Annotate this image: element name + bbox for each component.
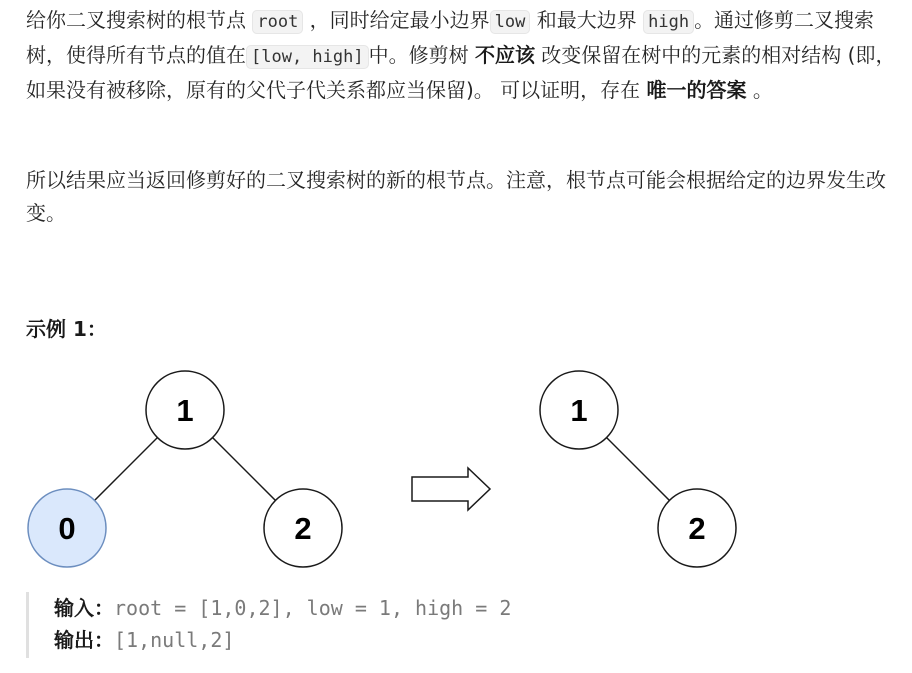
tree-node-before-left-trimmed	[28, 489, 106, 567]
code-low: low	[490, 10, 531, 34]
input-label: 输入：	[54, 596, 114, 620]
text: 给你二叉搜索树的根节点	[26, 8, 253, 32]
example-input-line	[54, 592, 626, 624]
right-arrow-icon	[412, 468, 490, 510]
input-value: root = [1,0,2], low = 1, high = 2	[114, 596, 512, 620]
bold-unique-answer: 唯一的答案	[646, 78, 747, 102]
tree-trim-figure	[0, 360, 912, 574]
tree-node-after-right	[658, 489, 736, 567]
node-label: 2	[294, 511, 312, 546]
example-output-line	[54, 624, 626, 656]
node-label: 0	[58, 511, 76, 546]
code-root: root	[252, 10, 303, 34]
output-label: 输出：	[54, 628, 114, 652]
tree-node-before-right	[264, 489, 342, 567]
text: ，同时给定最小边界	[303, 8, 490, 32]
description-paragraph-1	[26, 4, 896, 107]
output-value: [1,null,2]	[114, 628, 235, 652]
tree-node-after-root	[540, 371, 618, 449]
text: 和最大边界	[530, 8, 644, 32]
text: 。通过修剪二叉搜索树，使得所有节点的值在	[26, 8, 875, 67]
text: 改变保留在树中的元素的相对结构 (即，如果没有被移除，原有的父代子代关系都应当保留)。 可以证明，存在	[26, 43, 896, 102]
text: 中。修剪树	[368, 43, 475, 67]
code-high: high	[643, 10, 694, 34]
text: 。	[746, 78, 773, 102]
node-label: 1	[176, 393, 194, 428]
example-title: 示例 1：	[26, 317, 107, 341]
code-range: [low, high]	[246, 45, 369, 69]
node-label: 2	[688, 511, 706, 546]
example-io-block	[26, 592, 626, 658]
tree-node-before-root	[146, 371, 224, 449]
bold-should-not: 不应该	[474, 43, 535, 67]
node-label: 1	[570, 393, 588, 428]
description-paragraph-2: 所以结果应当返回修剪好的二叉搜索树的新的根节点。注意，根节点可能会根据给定的边界发生改变。	[26, 168, 886, 225]
